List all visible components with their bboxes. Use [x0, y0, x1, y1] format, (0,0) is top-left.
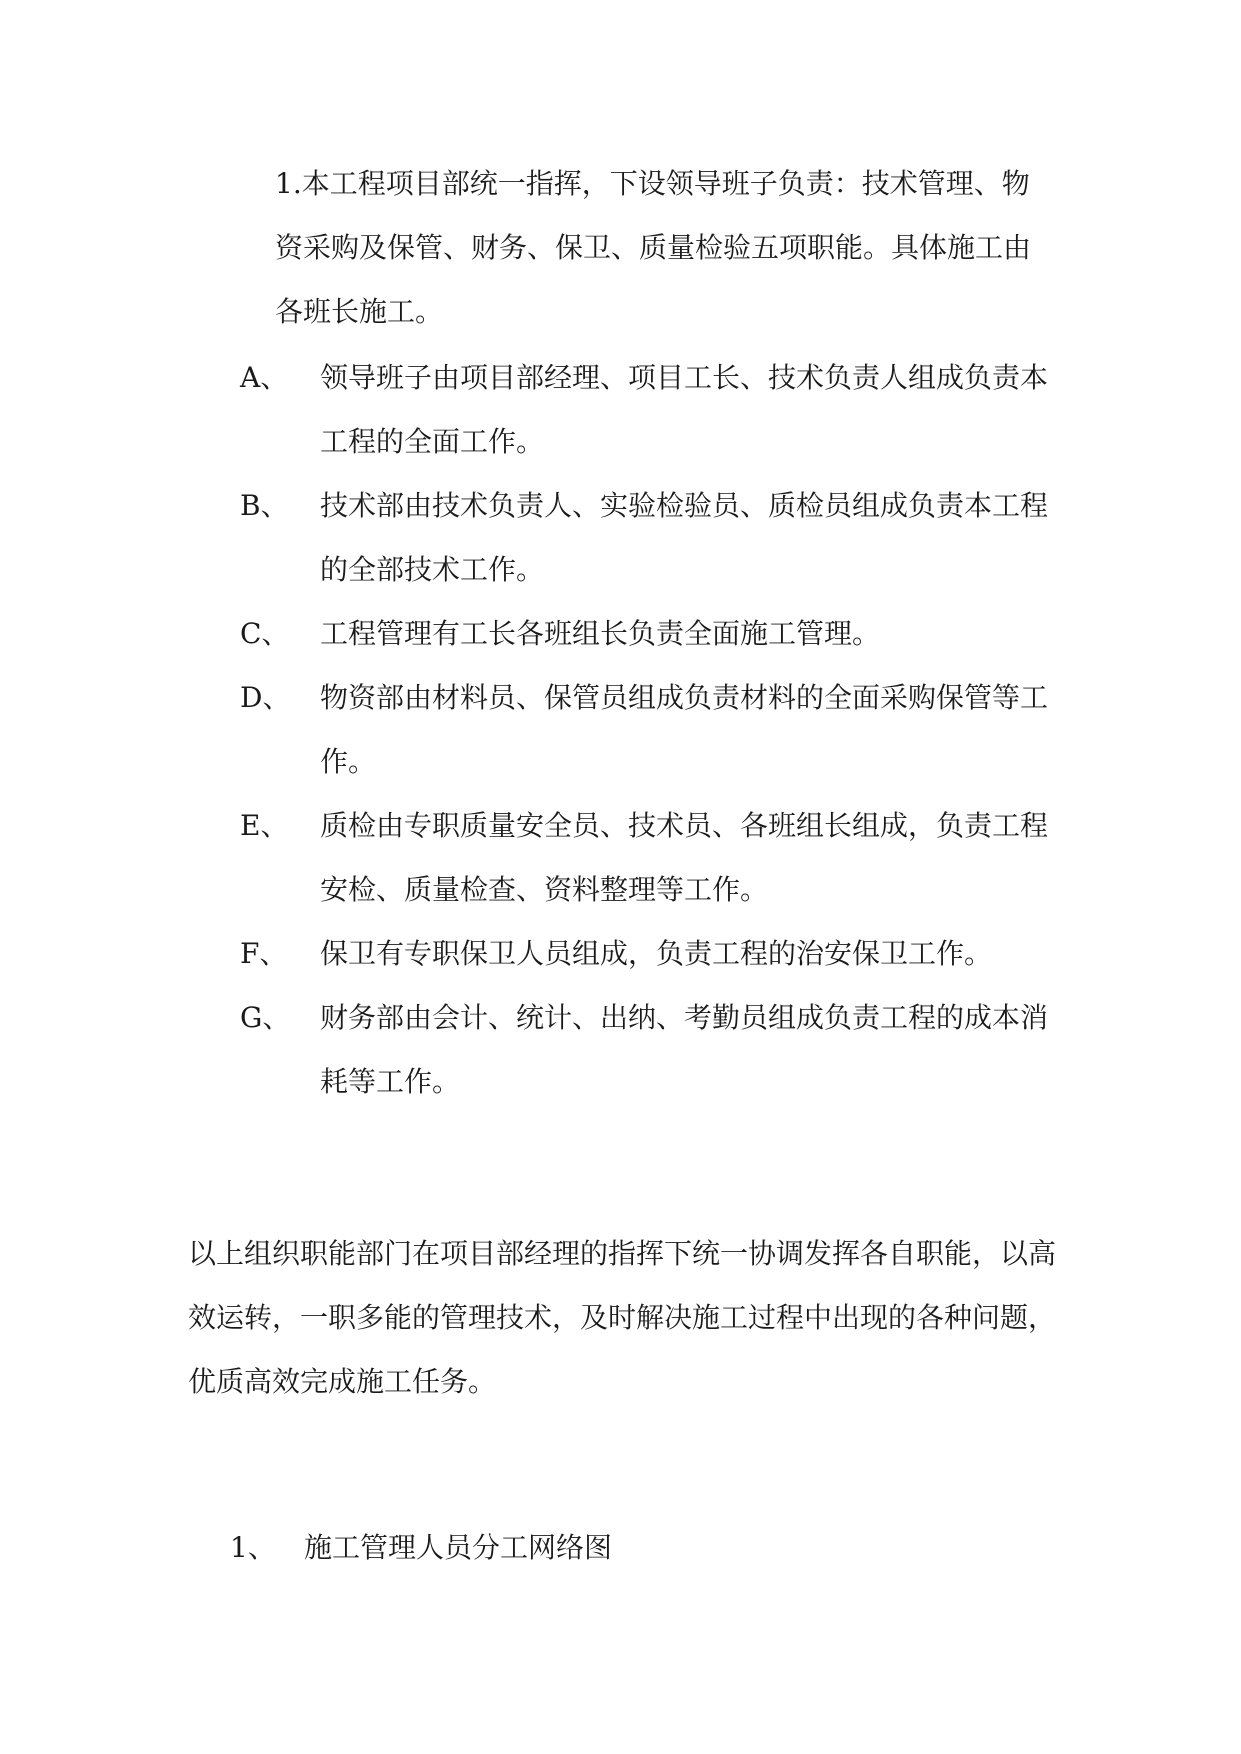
list-item	[240, 602, 1060, 666]
list-item-text: 物资部由材料员、保管员组成负责材料的全面采购保管等工作。	[320, 681, 1049, 778]
list-item	[240, 474, 1060, 602]
list-item	[240, 922, 1060, 986]
list-marker: C、	[240, 617, 290, 650]
list-item-text: 技术部由技术负责人、实验检验员、质检员组成负责本工程的全部技术工作。	[320, 489, 1049, 586]
heading-number: 1、	[230, 1531, 276, 1564]
list-item-text: 质检由专职质量安全员、技术员、各班组长组成，负责工程安检、质量检查、资料整理等工作。	[320, 809, 1049, 906]
list-marker: G、	[240, 1001, 291, 1034]
list-item	[240, 986, 1060, 1114]
list-item-text: 财务部由会计、统计、出纳、考勤员组成负责工程的成本消耗等工作。	[320, 1001, 1049, 1098]
heading-text: 施工管理人员分工网络图	[304, 1531, 613, 1564]
list-item-text: 保卫有专职保卫人员组成，负责工程的治安保卫工作。	[320, 937, 993, 970]
list-marker: B、	[240, 489, 289, 522]
list-marker: A、	[240, 361, 289, 394]
list-item-text: 工程管理有工长各班组长负责全面施工管理。	[320, 617, 881, 650]
list-marker: D、	[240, 681, 291, 714]
summary-paragraph: 以上组织职能部门在项目部经理的指挥下统一协调发挥各自职能，以高效运转，一职多能的管理技术，及时解决施工过程中出现的各种问题，优质高效完成施工任务。	[188, 1237, 1057, 1398]
section-heading	[230, 1516, 1050, 1580]
intro-paragraph: 1.本工程项目部统一指挥，下设领导班子负责：技术管理、物资采购及保管、财务、保卫、质量检验五项职能。具体施工由各班长施工。	[275, 167, 1032, 328]
list-marker: F、	[240, 937, 288, 970]
list-item	[240, 666, 1060, 794]
list-item	[240, 794, 1060, 922]
list-item-text: 领导班子由项目部经理、项目工长、技术负责人组成负责本工程的全面工作。	[320, 361, 1049, 458]
list-item	[240, 346, 1060, 474]
responsibility-list	[240, 346, 1060, 1114]
list-marker: E、	[240, 809, 289, 842]
